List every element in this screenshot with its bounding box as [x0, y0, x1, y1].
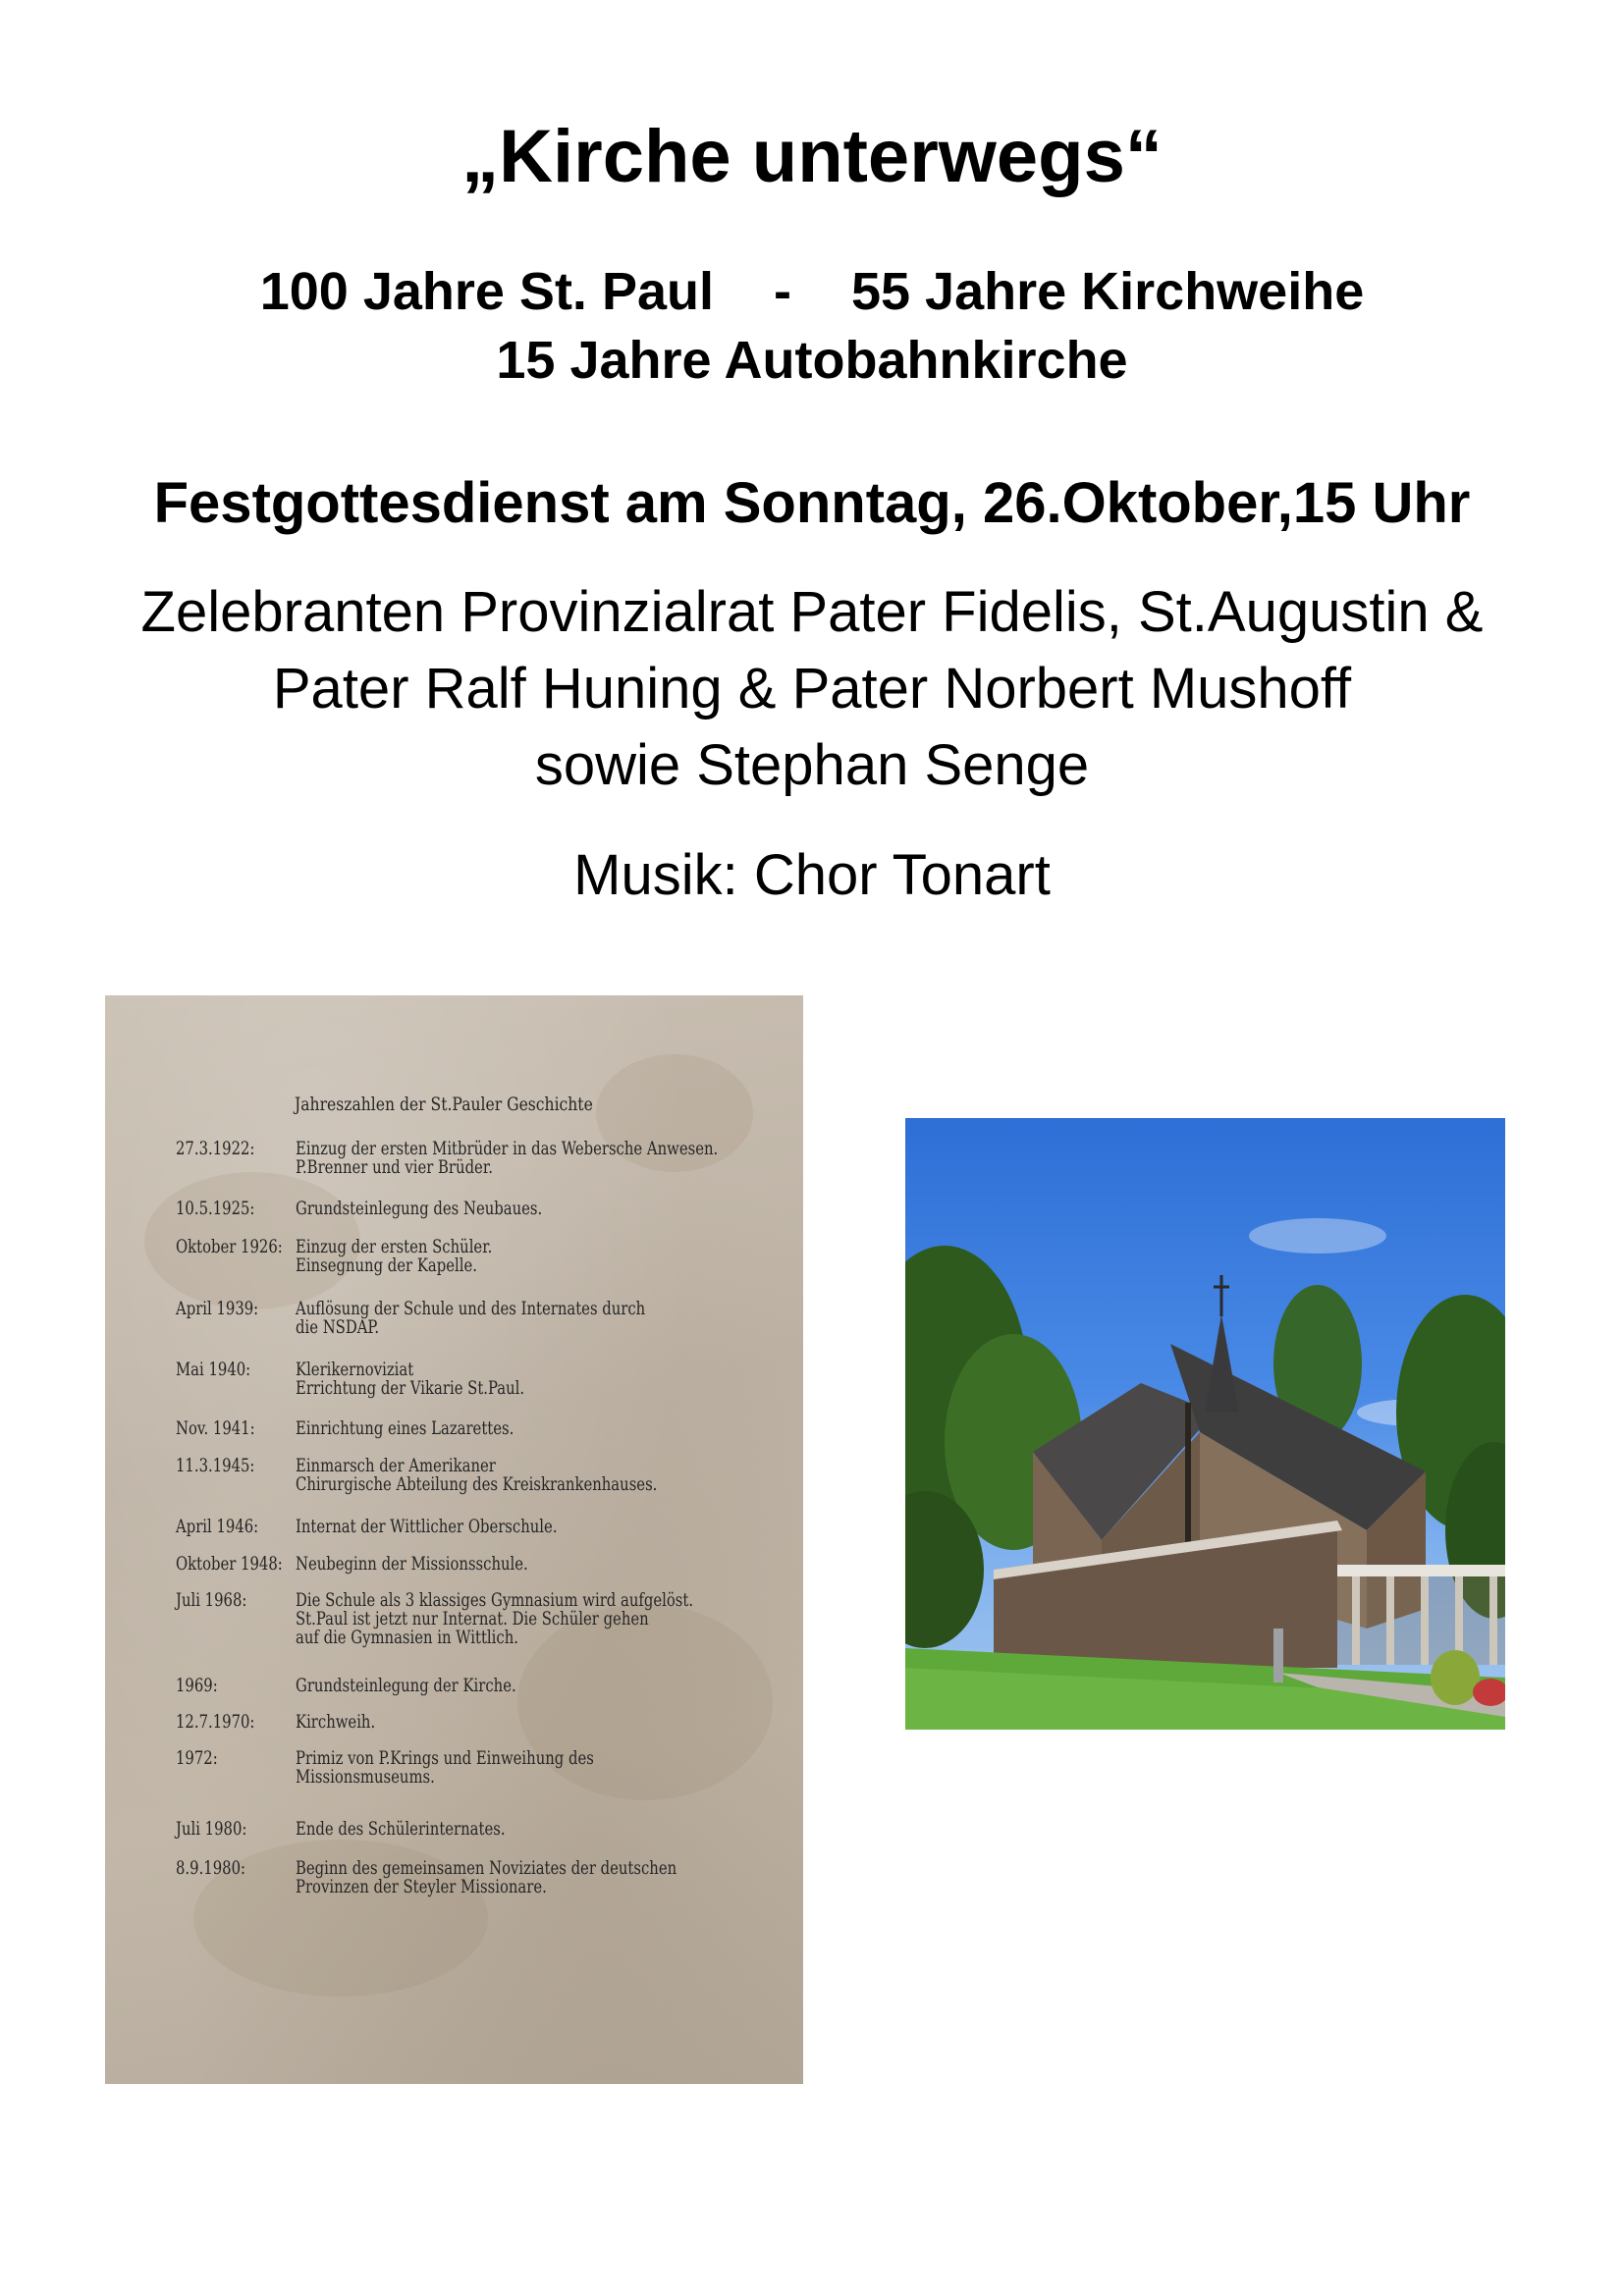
anniversary-separator: - — [773, 262, 791, 321]
church-photo — [905, 1118, 1505, 1730]
service-announcement: Festgottesdienst am Sonntag, 26.Oktober,15 Uhr — [153, 471, 1471, 535]
anniversary-line-1 — [0, 257, 1624, 326]
celebrants-line-3: sowie Stephan Senge — [534, 733, 1090, 797]
church-illustration — [905, 1118, 1505, 1730]
anniversary-st-paul: 100 Jahre St. Paul — [259, 262, 714, 321]
plaque-heading: Jahreszahlen der St.Pauler Geschichte — [295, 1094, 593, 1115]
celebrants-line-2: Pater Ralf Huning & Pater Norbert Mushoff — [272, 657, 1352, 721]
music-credit: Musik: Chor Tonart — [573, 843, 1051, 907]
history-plaque-image: Jahreszahlen der St.Pauler Geschichte 27.3.1922: Einzug der ersten Mitbrüder in das Webersche Anwesen. P.Brenner und vier Brüder. 10.5.1925: Grundsteinlegung des Neubaues. Oktober 1926: Einzug der ersten Schüler. Einsegnung der Kapelle. April 1939: Auflösung der Schule und des Internates durch die NSDAP. Mai 1940: Klerikernoviziat Errichtung der Vikarie St.Paul. Nov. 1941: Einrichtung eines Lazarettes. 11.3.1945: Einmarsch der Amerikaner Chirurgische Abteilung des Kreiskrankenhauses. April 1946: Internat der Wittlicher Oberschule. Oktober 1948: Neubeginn der Missionsschule. Juli 1968: Die Schule als 3 klassiges Gymnasium wird aufgelöst. St.Paul ist jetzt nur Internat. Die Schüler gehen auf die Gymnasien in Wittlich. 1969: Grundsteinlegung der Kirche. 12.7.1970: Kirchweih. 1972: Primiz von P.Krings und Einweihung des Missionsmuseums. Juli 1980: Ende des Schülerinternates. 8.9.1980: Beginn des gemeinsamen Noviziates der deutschen Provinzen der Steyler Missionare. — [105, 995, 803, 2084]
page-title: „Kirche unterwegs“ — [461, 115, 1163, 198]
anniversary-kirchweihe: 55 Jahre Kirchweihe — [850, 262, 1365, 321]
celebrants-line-1: Zelebranten Provinzialrat Pater Fidelis, St.Augustin & — [140, 580, 1484, 644]
anniversary-line-2: 15 Jahre Autobahnkirche — [496, 331, 1128, 390]
